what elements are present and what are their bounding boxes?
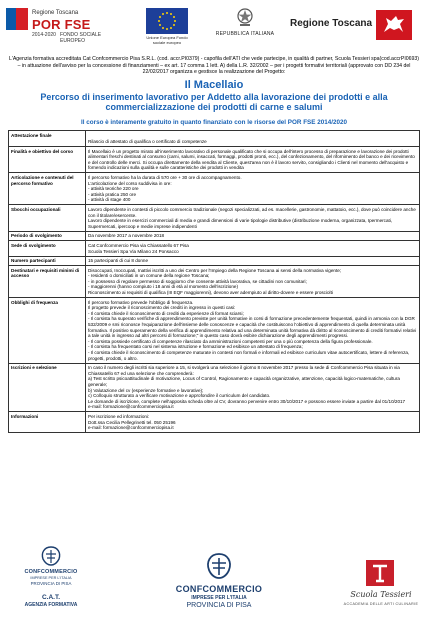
intro-paragraph: L'Agenzia formativa accreditata Cat Confcommercio Pisa S.R.L. (cod. accr.PI0379) - capofila dell'ATI che vede partecipe, in qualità di partner, Scuola Tessieri spa(cod.accrPI0693) – in attuazione dell'avviso per la concessione di finanziamenti – ex art. 17 comma 1 lett. A) della L.R. 32/2002 – per i progetti formativi territoriali (approvato con DD 234 del 22/02/2017 organizza e gestisce la realizzazione del Progetto: [8, 56, 420, 76]
table-row [9, 412, 420, 433]
row-value: In caso il numero degli iscritti sia superiore a 15, si svolgerà una selezione il giorno 8 novembre 2017 presso la sede di Confcommercio Pisa situata in via Chiassatello 67 ed una selezione che comprenderà: a) Test scritto psicoattitudinale di motivazione, Locus of Control, Ragionamento e capacità organizzative, attenzione, capacità logico-matematiche, cultura generale; b) Valutazione del cv (esperienze formative e lavorative); c) Colloquio strutturato a verificare motivazione e approfondire il curriculum del candidato. Le domande di iscrizione, complete nell'apposita scheda oltre al CV, dovranno pervenire entro 30/10/2017 e possono essere inviate a partire dal 01/10/2017 e-mail: formazione@confcommerciopisa.it [86, 363, 420, 412]
table-row [9, 131, 420, 147]
tessieri-name: Scuola Tessieri [350, 590, 412, 599]
row-label: Destinatari e requisiti minimi di accesso [9, 266, 86, 298]
por-main-label: POR FSE [32, 17, 91, 32]
eu-caption: Unione Europea Fondo sociale europeo [146, 35, 188, 45]
regione-toscana-logo [290, 10, 416, 40]
row-value: Il Macellaio è un progetto mirato all'inserimento lavorativo di personale qualificato che si occupa dell'intero processo di preparazione e lavorazione dei prodotti alimentari freschi destinati al consumo (carni, salumi, insaccati, formaggi, prodotti pronti, ecc.), del confezionamento, del rifornimento del banco e dei ricevimento e del controllo delle merci. Si occupa direttamente della vendita al Cliente, quest'area non è il lavoro servito, consigliando i Clienti nel momento dell'acquisto e fornendo indicazioni sulla qualità e sulle caratteristiche dei prodotti in vendita [86, 147, 420, 173]
row-value: Da novembre 2017 a novembre 2018 [86, 231, 420, 241]
pegasus-icon [376, 10, 412, 40]
cat-subtitle: AGENZIA FORMATIVA [24, 602, 78, 608]
table-row [9, 266, 420, 298]
row-label: Numero partecipanti [9, 256, 86, 266]
row-label: Sbocchi occupazionali [9, 205, 86, 231]
course-title: Il Macellaio [184, 79, 244, 91]
repubblica-logo [215, 6, 275, 44]
row-value: 15 partecipanti di cui 8 donne [86, 256, 420, 266]
table-row [9, 231, 420, 241]
table-row [9, 241, 420, 256]
por-fund: FONDO SOCIALE EUROPEO [60, 32, 102, 44]
confcommercio-province: PROVINCIA DI PISA [30, 581, 72, 586]
row-label: Finalità e obiettivo del corso [9, 147, 86, 173]
table-row [9, 147, 420, 173]
table-row [9, 205, 420, 231]
eu-flag-icon [146, 8, 188, 34]
course-info-table [8, 130, 420, 433]
row-value: Disoccupati, Inoccupati, Inattivi iscritti a uno dei Centro per l'Impiego della Regione Toscana ai sensi della normativa vigente; - residenti o domiciliati in un comune della regione Toscana; - in possesso di regolare permesso di soggiorno che consente attività lavorativa, se cittadini non comunitari; - maggiorenni (hanno compiuto i 18 anni di età al momento dell'iscrizione) Riconoscimento ai requisiti di qualifica (III EQF maggiorenni), devono aver adempiuto al diritto-dovere e essere prosciolti [86, 266, 420, 298]
table-row [9, 173, 420, 205]
por-fse-logo [6, 8, 118, 46]
row-label: Informazioni [9, 412, 86, 433]
free-notice: Il corso è interamente gratuito in quanto finanziato con le risorse del POR FSE 2014/2020 [81, 119, 347, 126]
confcommercio-tagline: IMPRESE PER L'ITALIA [30, 576, 72, 580]
confcommercio-name: CONFCOMMERCIO [24, 569, 78, 575]
confcommercio-cat-logo [6, 545, 96, 611]
tessieri-subtitle: ACCADEMIA DELLE ARTI CULINARIE [343, 602, 419, 606]
por-flag-icon [6, 8, 28, 30]
confcommercio-pisa-logo [144, 552, 294, 614]
scuola-tessieri-logo [340, 560, 422, 610]
row-value: Il percorso formativo ha la durata di 570 ore + 30 ore di accompagnamento. L'articolazione del corso suddivisa in ore: - attività teoriche 220 ore - attività pratica 250 ore - attività di stage 400 [86, 173, 420, 205]
confcommercio-tagline: IMPRESE PER L'ITALIA [191, 595, 247, 601]
row-label: Articolazione e contenuti del percorso formativo [9, 173, 86, 205]
table-row [9, 363, 420, 412]
row-value: Cat Confcommercio Pisa via Chiassatello 67 Pisa Scuola Tessieri Spa Via Milano 24 Ponsacco [86, 241, 420, 256]
row-value: Rilascio di attestato di qualifica o certificato di competenze [86, 131, 420, 147]
eu-logo [146, 8, 188, 45]
italian-emblem-icon [236, 6, 254, 28]
tessieri-mark-icon [366, 560, 394, 586]
confcommercio-name: CONFCOMMERCIO [175, 584, 263, 594]
row-label: Sede di svolgimento [9, 241, 86, 256]
confcommercio-emblem-icon [202, 552, 236, 580]
row-value: Per iscrizione ed informazioni: Dott.ssa Cecilia Pellegrinetti tel. 050 25196 e-mail: formazione@confcommerciopisa.it [86, 412, 420, 433]
course-subtitle: Percorso di inserimento lavorativo per Addetto alla lavorazione dei prodotti e alla commercializzazione dei prodotti di carne e salumi [40, 92, 388, 112]
row-label: Attestazione finale [9, 131, 86, 147]
table-row [9, 256, 420, 266]
por-years: 2014-2020 [32, 32, 56, 38]
repubblica-caption: REPUBBLICA ITALIANA [215, 31, 275, 37]
confcommercio-emblem-icon [38, 545, 64, 567]
row-label: Iscrizioni e selezione [9, 363, 86, 412]
confcommercio-province: PROVINCIA DI PISA [186, 602, 252, 609]
cat-name: C.A.T. [41, 594, 61, 601]
por-region: Regione Toscana [32, 10, 79, 16]
table-row [9, 298, 420, 364]
regione-toscana-name: Regione Toscana [290, 18, 373, 29]
row-label: Periodo di svolgimento [9, 231, 86, 241]
row-label: Obblighi di frequenza [9, 298, 86, 364]
row-value: Lavoro dipendente in contesti di piccolo commercio tradizionale (negozi specializzati, ad es. macellerie, gastronomie, mattatoio, ecc.), dove può coincidere anche con il titolare/esercente. Lavoro dipendente in esercizi commerciali di media e grandi dimensioni di varie tipologie distributive (distribuzione moderna, organizzata, Ipermercati, Supermercati, ipercoop e medie imprese indipendenti [86, 205, 420, 231]
row-value: Il percorso formativo prevede l'obbligo di frequenza. Il progetto prevede il riconoscimento dei crediti in ingresso in questi casi: - Il corsista chiede il riconoscimento di crediti da esperienze di format sciarsi; - Il corsista ha superato verifiche di apprendimento previste per unità formative in corsi di formazione precedentemente frequentati, quindi in armonia con la DGR 532/2009 e smi riconosce l'equiparazione dell'insieme delle conoscenze e capacità che costituiscono l'obiettivo di apprendimento di quella determinata unità formativa. Il positivo superamento della verifica di apprendimento relativa ad una determinata unità formativa dà diritto al riconoscimento di crediti formativi relativi a tale unità in ingresso ad altri percorsi di formazione;" in questo caso dovrà esibire dichiarazione degli apprendimenti progressi. - Il corsista possiede certificato di competenze rilasciato da amministrazioni competenti per una o più competenza della figura professionale. - Il corsista ha frequentato corsi nel sistema istruzione e formazione ed esibisce un attestato di frequenza; - Il corsista chiede il riconoscimento di competenze maturate in contesti non formali e informali ed esibisce curriculum vitae autocertificato, lettere di referenza, progetti, prodotti, o altro. [86, 298, 420, 364]
